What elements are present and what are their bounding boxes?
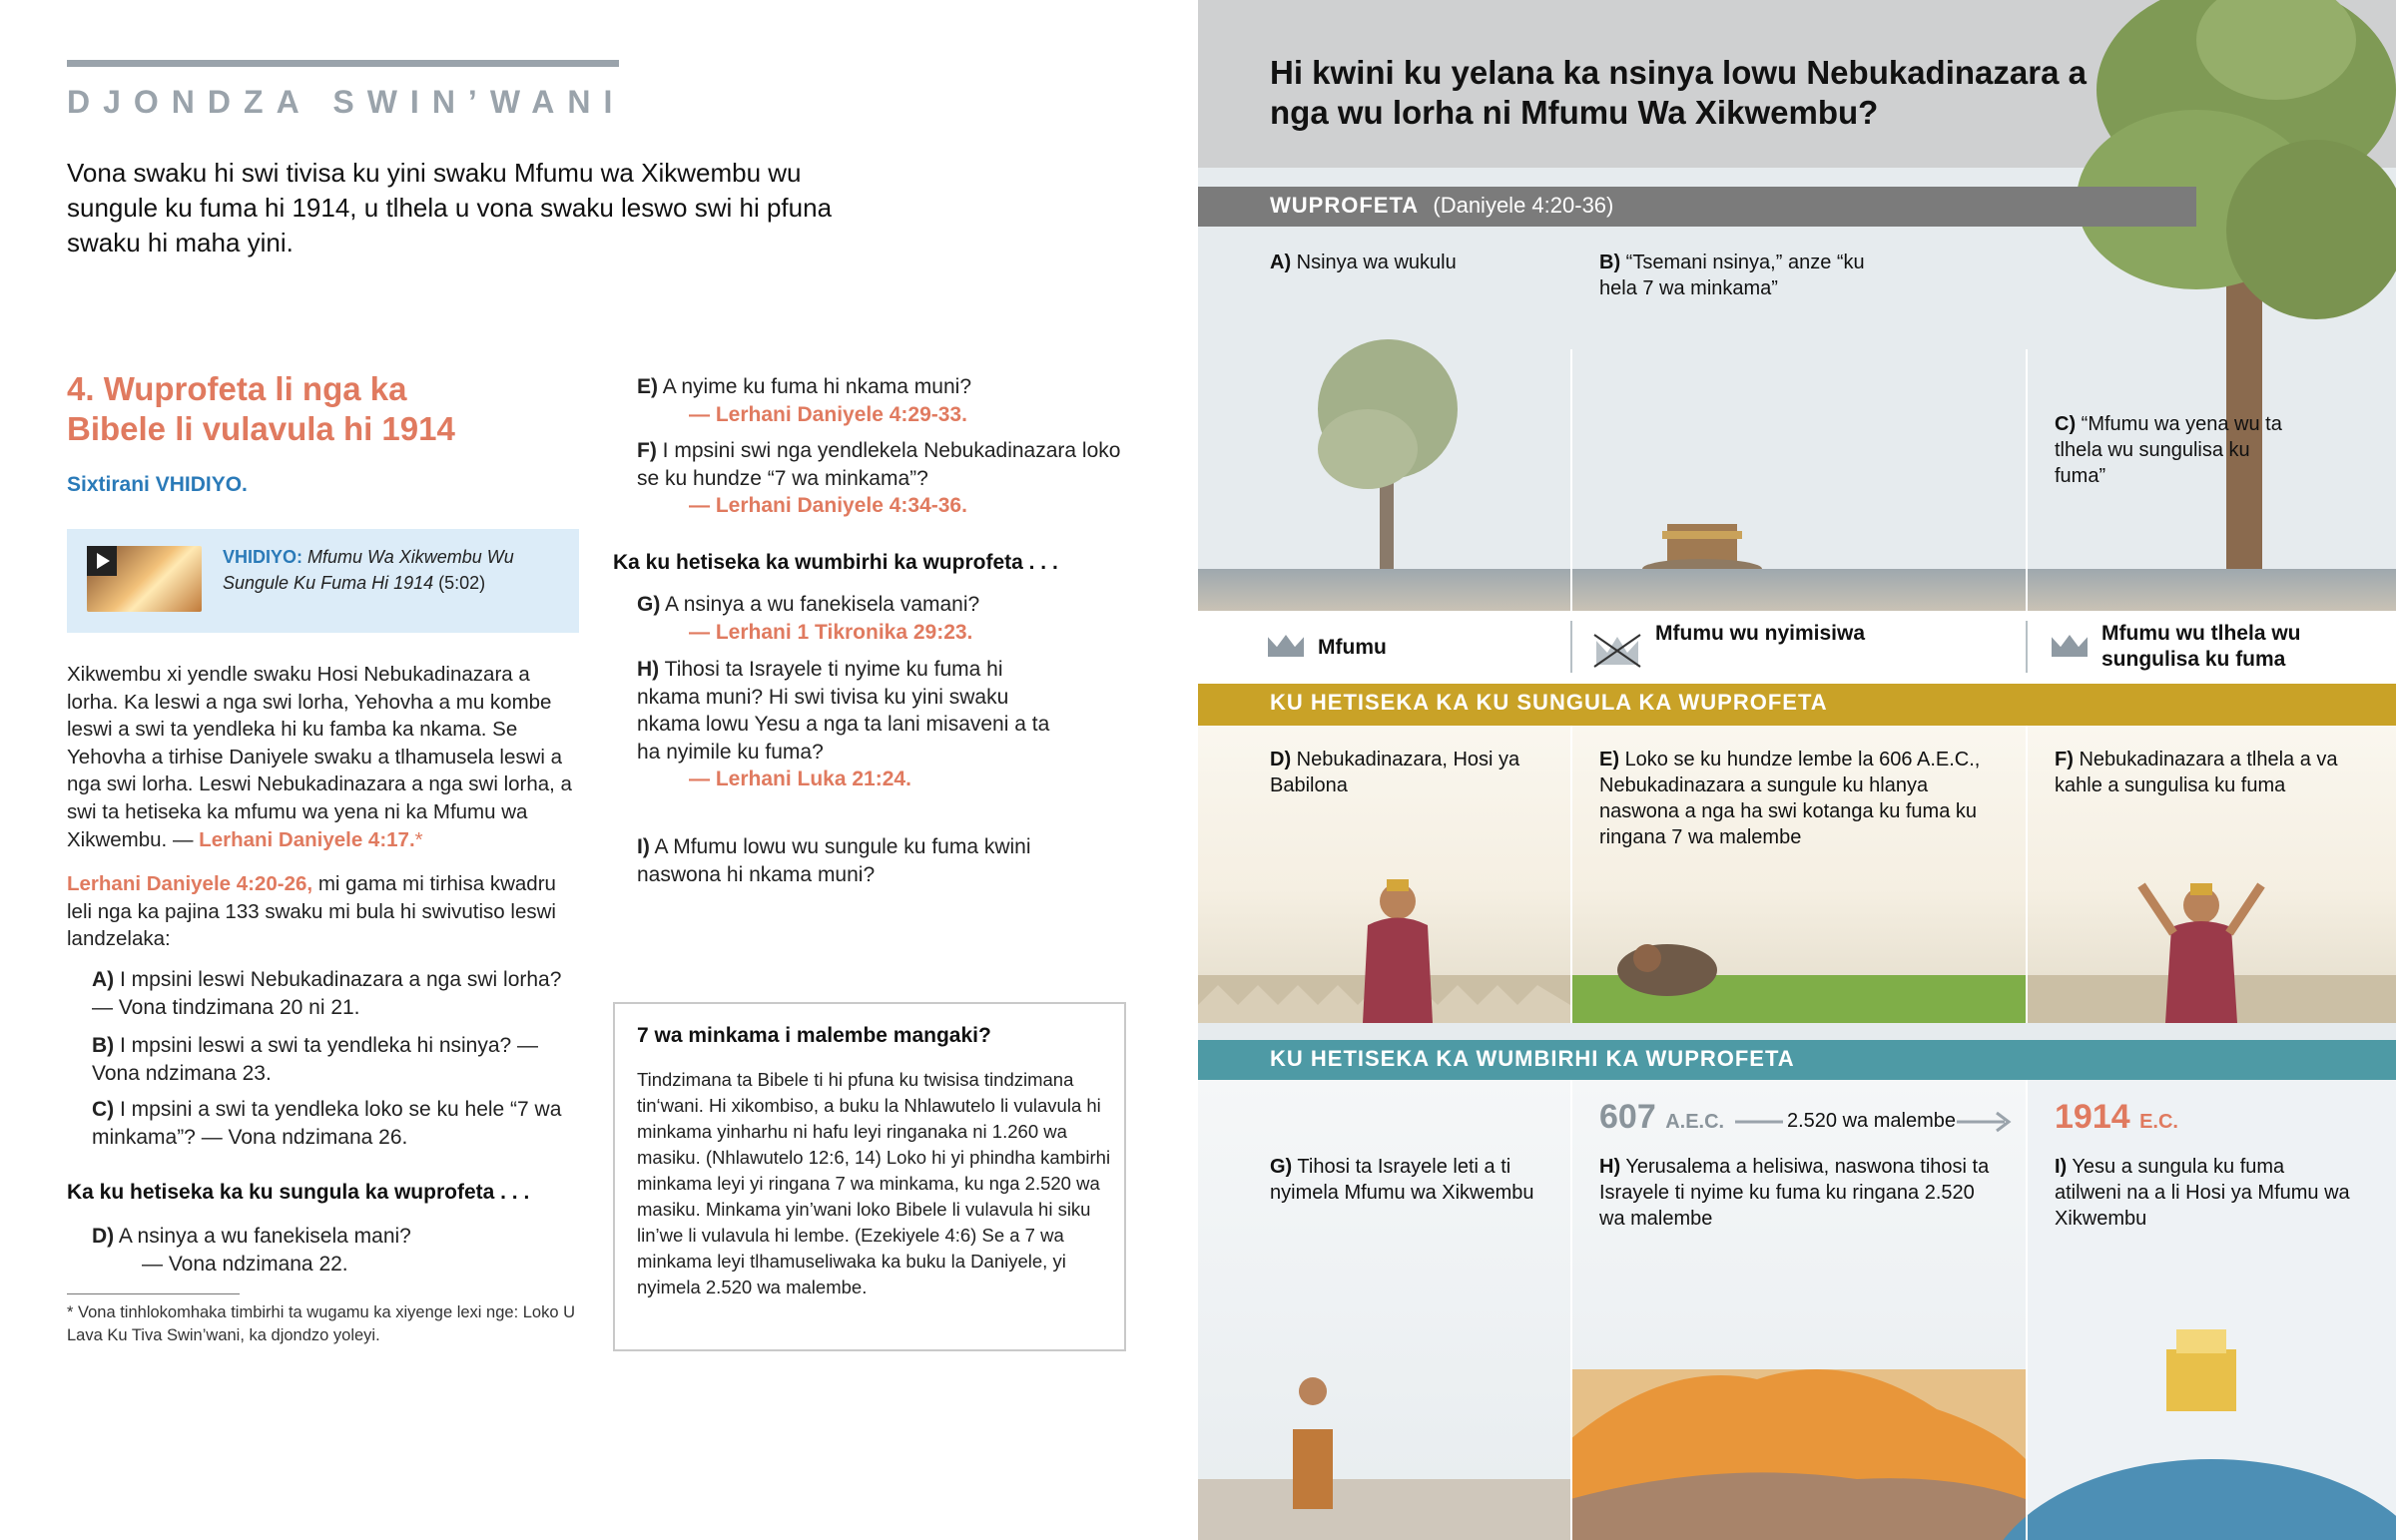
- label-c: C) “Mfumu wa yena wu ta tlhela wu sungulisa ku fuma”: [2055, 413, 2282, 487]
- subheading-second-fulfillment: Ka ku hetiseka ka wumbirhi ka wuprofeta . . .: [613, 551, 1058, 574]
- chart-title: Hi kwini ku yelana ka nsinya lowu Nebukadinazara a nga wu lorha ni Mfumu Wa Xikwembu?: [1270, 54, 2087, 131]
- king-label-2: Mfumu wu nyimisiwa: [1655, 622, 1866, 645]
- column-divider: [2026, 349, 2028, 611]
- second-fulfillment-illustration: [1198, 1080, 2396, 1540]
- question-h: H) Tihosi ta Israyele ti nyime ku fuma hi nkama muni? Hi swi tivisa ku yini swaku nkama lowu Yesu a nga ta lani misaveni a ta ha nyimile ku fuma? — Lerhani Luka 21:24.: [637, 658, 1050, 791]
- scripture-link[interactable]: — Lerhani 1 Tikronika 29:23.: [689, 620, 973, 644]
- king-illustration: [1343, 875, 1453, 1025]
- column-divider: [1570, 349, 1572, 611]
- king-label-1: Mfumu: [1318, 636, 1387, 659]
- prophecy-chart: [1198, 0, 2396, 1540]
- timeline-line: [1735, 1112, 1785, 1132]
- crossed-crown-icon: [1592, 629, 1642, 669]
- scripture-link[interactable]: — Lerhani Daniyele 4:34-36.: [689, 494, 967, 518]
- label-d: D) Nebukadinazara, Hosi ya Babilona: [1270, 749, 1520, 796]
- band-first-fulfillment: KU HETISEKA KA KU SUNGULA KA WUPROFETA: [1198, 684, 2396, 726]
- subheading-first-fulfillment: Ka ku hetiseka ka ku sungula ka wuprofeta . . .: [67, 1181, 530, 1204]
- top-rule: [67, 60, 619, 67]
- question-c: C) I mpsini a swi ta yendleka loko se ku hele “7 wa minkama”? — Vona ndzimana 26.: [92, 1098, 562, 1149]
- second-fulfillment-panel: [1198, 1080, 2396, 1540]
- question-a: A) I mpsini leswi Nebukadinazara a nga swi lorha? — Vona tindzimana 20 ni 21.: [92, 968, 562, 1019]
- label-f: F) Nebukadinazara a tlhela a va kahle a sungulisa ku fuma: [2055, 749, 2338, 796]
- watch-video-instruction: Sixtirani VHIDIYO.: [67, 473, 248, 496]
- label-g: G) Tihosi ta Israyele leti a ti nyimela Mfumu wa Xikwembu: [1270, 1156, 1534, 1204]
- crown-icon: [1268, 635, 1304, 657]
- question-f: F) I mpsini swi nga yendlekela Nebukadinazara loko se ku hundze “7 wa minkama”? — Lerhani Daniyele 4:34-36.: [637, 439, 1121, 518]
- intro-text: Vona swaku hi swi tivisa ku yini swaku Mfumu wa Xikwembu wu sungule ku fuma hi 1914, u tlhela u vona swaku leswo swi hi pfuna swaku hi maha yini.: [67, 158, 833, 257]
- year-607: 607 A.E.C.: [1599, 1098, 1725, 1136]
- video-card[interactable]: [67, 529, 579, 633]
- video-caption[interactable]: VHIDIYO: Mfumu Wa Xikwembu Wu Sungule Ku Fuma Hi 1914 (5:02): [223, 547, 514, 593]
- question-b: B) I mpsini leswi a swi ta yendleka hi nsinya? — Vona ndzimana 23.: [92, 1034, 539, 1085]
- question-e: E) A nyime ku fuma hi nkama muni? — Lerhani Daniyele 4:29-33.: [637, 375, 971, 426]
- arrow-right-icon: [1957, 1110, 2017, 1134]
- humbled-king-illustration: [1607, 930, 1727, 1000]
- band-prophecy: WUPROFETA (Daniyele 4:20-36): [1198, 187, 2196, 227]
- label-b: B) “Tsemani nsinya,” anze “ku hela 7 wa minkama”: [1599, 252, 1865, 299]
- column-divider: [2026, 1080, 2028, 1540]
- small-tree-illustration: [1288, 329, 1488, 579]
- column-divider: [2026, 726, 2028, 1023]
- box-text: Tindzimana ta Bibele ti hi pfuna ku twisisa tindzimana tin‘wani. Hi xikombiso, a buku la Nhlawutelo li vulavula hi minkama yinharhu ni hafu leyi ringanaka ni 1.260 wa masiku. (Nhlawutelo 12:6, 14) Loko hi yi phindha kambirhi minkama leyi yi ringana 7 wa minkama, ku nga 2.520 wa masiku. Minkama yin’wani loko Bibele li vulavula hi siku lin’we li vulavula hi lembe. (Ezekiyele 4:6) Se a 7 wa minkama leyi tlhamuseliwaka ka buku la Daniyele, yi nyimela 2.520 wa malembe.: [637, 1069, 1111, 1297]
- prophecy-ground: [1198, 569, 2396, 611]
- scripture-link[interactable]: — Lerhani Luka 21:24.: [689, 768, 911, 791]
- label-h: H) Yerusalema a helisiwa, naswona tihosi ta Israyele ti nyime ku fuma ku ringana 2.520 wa malembe: [1599, 1156, 1990, 1230]
- column-divider: [1570, 1080, 1572, 1540]
- section-title: 4. Wuprofeta li nga ka Bibele li vulavula hi 1914: [67, 370, 455, 447]
- year-1914: 1914 E.C.: [2055, 1098, 2178, 1136]
- row-divider: [2026, 621, 2028, 673]
- row-divider: [1570, 621, 1572, 673]
- footnote-marker[interactable]: *: [414, 827, 423, 851]
- label-a: A) Nsinya wa wukulu: [1270, 252, 1457, 273]
- body-paragraph-2: Lerhani Daniyele 4:20-26, mi gama mi tirhisa kwadru leli nga ka pajina 133 swaku mi bula hi swivutiso leswi landzelaka:: [67, 872, 556, 951]
- footnote: * Vona tinhlokomhaka timbirhi ta wugamu ka xiyenge lexi nge: Loko U Lava Ku Tiva Swin’wani, ka djondzo yoleyi.: [67, 1303, 576, 1344]
- big-tree-illustration: [2077, 0, 2396, 611]
- label-e: E) Loko se ku hundze lembe la 606 A.E.C., Nebukadinazara a sungule ku hlanya naswona a nga ha swi kotanga ku fuma ku ringana 7 wa malembe: [1599, 749, 1981, 848]
- restored-king-illustration: [2131, 875, 2271, 1025]
- scripture-link[interactable]: — Lerhani Daniyele 4:29-33.: [689, 402, 967, 426]
- scripture-link[interactable]: Lerhani Daniyele 4:17.: [199, 827, 415, 851]
- question-i: I) A Mfumu lowu wu sungule ku fuma kwini naswona hi nkama muni?: [637, 835, 1031, 886]
- span-label: 2.520 wa malembe: [1787, 1110, 1956, 1132]
- scripture-link[interactable]: Lerhani Daniyele 4:20-26,: [67, 872, 313, 895]
- series-title: DJONDZA SWIN’WANI: [67, 84, 626, 120]
- crown-icon: [2052, 635, 2088, 657]
- king-label-3: Mfumu wu tlhela wu sungulisa ku fuma: [2101, 622, 2301, 671]
- column-divider: [1570, 726, 1572, 1023]
- label-i: I) Yesu a sungula ku fuma atilweni na a li Hosi ya Mfumu wa Xikwembu: [2055, 1156, 2350, 1230]
- question-d: D) A nsinya a wu fanekisela mani? — Vona ndzimana 22.: [92, 1225, 411, 1276]
- body-paragraph-1: Xikwembu xi yendle swaku Hosi Nebukadinazara a lorha. Ka leswi a nga swi lorha, Yehovha a mu kombe leswi a swi ta yendleka hi ku famba ka nkama. Se Yehovha a tirhise Daniyele swaku a tlhamusela leswi a nga swi lorha. Leswi Nebukadinazara a nga swi lorha, a swi ta hetiseka ka mfumu wa yena ni ka Mfumu wa Xikwembu. — Lerhani Daniyele 4:17.*: [67, 663, 572, 851]
- band-second-fulfillment: KU HETISEKA KA WUMBIRHI KA WUPROFETA: [1198, 1040, 2396, 1080]
- play-icon[interactable]: [87, 546, 117, 576]
- sidebar-box: [613, 1002, 1126, 1351]
- video-thumbnail[interactable]: [87, 546, 202, 612]
- kingship-row: [1198, 611, 2396, 684]
- box-title: 7 wa minkama i malembe mangaki?: [637, 1024, 991, 1047]
- question-g: G) A nsinya a wu fanekisela vamani? — Lerhani 1 Tikronika 29:23.: [637, 593, 980, 644]
- footnote-rule: [67, 1293, 240, 1294]
